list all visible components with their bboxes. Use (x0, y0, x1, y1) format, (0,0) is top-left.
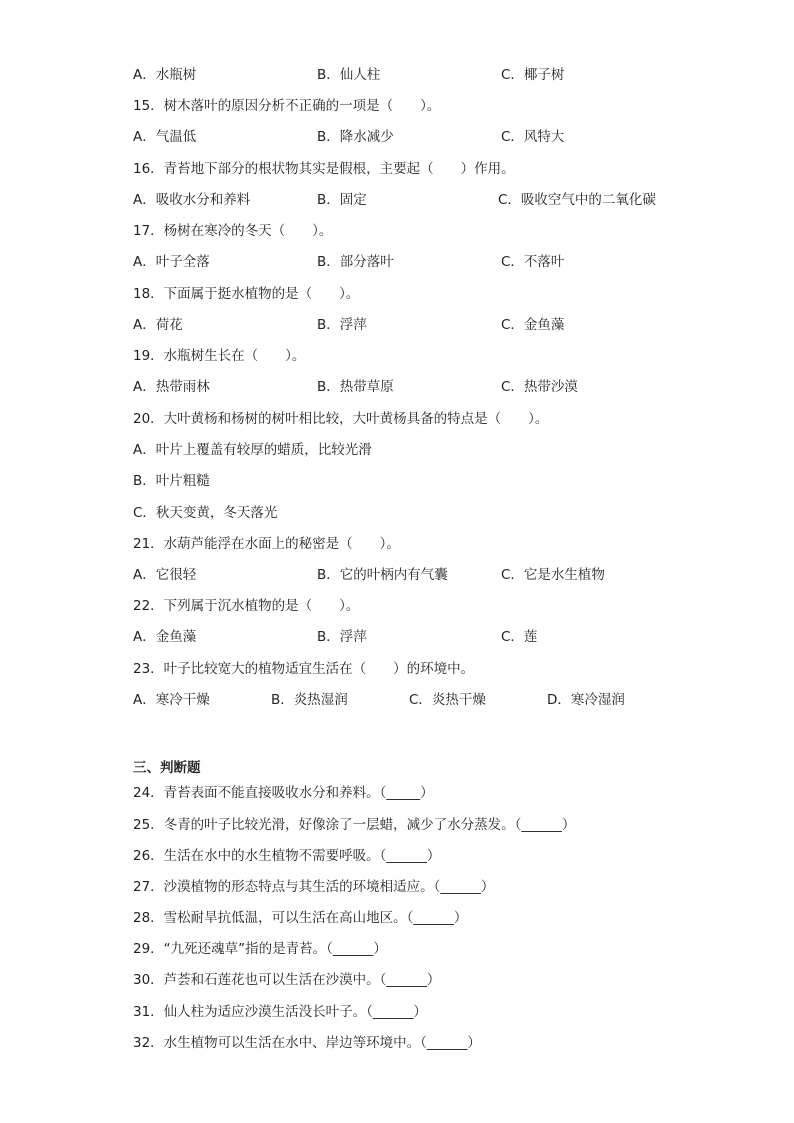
option-c: C．它是水生植物 (501, 567, 605, 583)
question-18-stem: 18．下面属于挺水植物的是（ ）。 (133, 286, 360, 302)
option-a: A．水瓶树 (133, 67, 197, 83)
judgment-item-29: 29．“九死还魂草”指的是青苔。（______） (133, 941, 387, 957)
judgment-item-24: 24．青苔表面不能直接吸收水分和养料。（_____） (133, 785, 434, 801)
option-a: A．荷花 (133, 317, 183, 333)
option-b: B．它的叶柄内有气囊 (317, 567, 448, 583)
question-16-stem: 16．青苔地下部分的根状物其实是假根，主要起（ ）作用。 (133, 161, 515, 177)
option-b: B．仙人柱 (317, 67, 381, 83)
option-a: A．金鱼藻 (133, 629, 197, 645)
judgment-item-31: 31．仙人柱为适应沙漠生活没长叶子。（______） (133, 1004, 427, 1020)
option-b: B．固定 (317, 192, 367, 208)
question-21-stem: 21．水葫芦能浮在水面上的秘密是（ ）。 (133, 536, 400, 552)
option-c: C．风特大 (501, 129, 565, 145)
option-b: B．热带草原 (317, 379, 394, 395)
question-15-stem: 15．树木落叶的原因分析不正确的一项是（ ）。 (133, 98, 441, 114)
option-a: A．吸收水分和养料 (133, 192, 251, 208)
option-c: C．金鱼藻 (501, 317, 565, 333)
option-b: B．降水减少 (317, 129, 394, 145)
option-c: C．热带沙漠 (501, 379, 578, 395)
option-b: B．浮萍 (317, 317, 367, 333)
judgment-item-28: 28．雪松耐旱抗低温，可以生活在高山地区。（______） (133, 910, 468, 926)
judgment-item-30: 30．芦荟和石莲花也可以生活在沙漠中。（______） (133, 972, 441, 988)
option-c: C．椰子树 (501, 67, 565, 83)
question-20-option-c: C．秋天变黄，冬天落光 (133, 505, 278, 521)
option-b: B．部分落叶 (317, 254, 394, 270)
question-20-stem: 20．大叶黄杨和杨树的树叶相比较，大叶黄杨具备的特点是（ ）。 (133, 411, 549, 427)
option-c: C．吸收空气中的二氧化碳 (498, 192, 656, 208)
option-a: A．寒冷干燥 (133, 692, 210, 708)
question-19-stem: 19．水瓶树生长在（ ）。 (133, 348, 306, 364)
option-a: A．气温低 (133, 129, 197, 145)
question-17-stem: 17．杨树在寒冷的冬天（ ）。 (133, 223, 333, 239)
option-c: C．不落叶 (501, 254, 565, 270)
question-22-stem: 22．下列属于沉水植物的是（ ）。 (133, 598, 360, 614)
option-c: C．莲 (501, 629, 538, 645)
section-title-judgment: 三、判断题 (133, 760, 201, 776)
judgment-item-27: 27．沙漠植物的形态特点与其生活的环境相适应。（______） (133, 879, 495, 895)
question-20-option-a: A．叶片上覆盖有较厚的蜡质，比较光滑 (133, 442, 372, 458)
question-20-option-b: B．叶片粗糙 (133, 473, 210, 489)
option-d: D．寒冷湿润 (547, 692, 625, 708)
option-a: A．它很轻 (133, 567, 197, 583)
option-a: A．叶子全落 (133, 254, 210, 270)
option-b: B．浮萍 (317, 629, 367, 645)
option-a: A．热带雨林 (133, 379, 210, 395)
judgment-item-26: 26．生活在水中的水生植物不需要呼吸。（______） (133, 848, 441, 864)
option-b: B．炎热湿润 (271, 692, 348, 708)
question-23-stem: 23．叶子比较宽大的植物适宜生活在（ ）的环境中。 (133, 661, 475, 677)
judgment-item-25: 25．冬青的叶子比较光滑，好像涂了一层蜡，减少了水分蒸发。（______） (133, 817, 576, 833)
judgment-item-32: 32．水生植物可以生活在水中、岸边等环境中。（______） (133, 1035, 481, 1051)
option-c: C．炎热干燥 (409, 692, 486, 708)
